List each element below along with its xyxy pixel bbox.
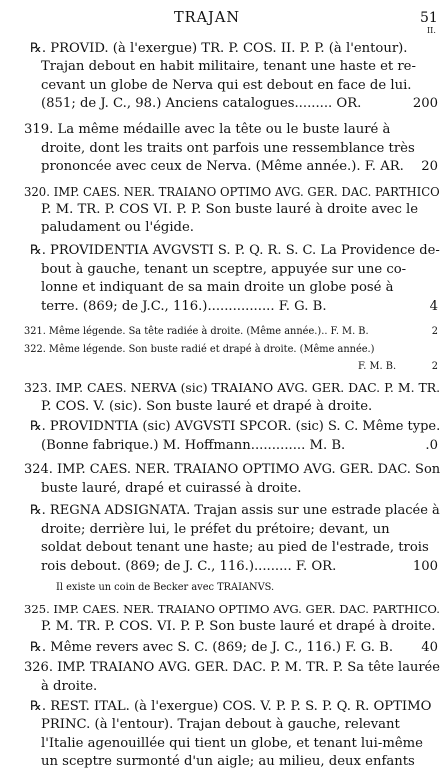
text-line [0,716,446,734]
line-text: F. M. B. [358,361,397,372]
price-value: 20 [421,159,438,174]
text-line [0,40,446,58]
price-value: 200 [412,96,438,111]
line-text: bout à gauche, tenant un sceptre, appuyée sur une co- [41,262,407,277]
line-text: droite; derrière lui, le préfet du prétoire; devant, un [41,522,390,537]
line-text: ℞. PROVID. (à l'exergue) TR. P. COS. II. P. P. (à l'entour). [30,41,408,56]
text-line [0,579,446,597]
text-line [0,600,446,618]
line-text: l'Italie agenouillée qui tient un globe, et tenant lui-même [41,736,423,751]
text-line [0,358,446,376]
text-line [0,521,446,539]
line-text: 321. Même légende. Sa tête radiée à droite. (Même année.).. F. M. B. [24,326,369,337]
line-text: ℞. REST. ITAL. (à l'exergue) COS. V. P. P. S. P. Q. R. OPTIMO [30,699,432,714]
text-line [0,558,446,576]
text-line [0,77,446,95]
text-line [0,261,446,279]
line-text: soldat debout tenant une haste; au pied de l'estrade, trois [41,540,429,555]
text-line [0,323,446,341]
line-text: cevant un globe de Nerva qui est debout en face de lui. [41,78,412,93]
line-text: paludament ou l'égide. [41,220,194,235]
line-text: 326. IMP. TRAIANO AVG. GER. DAC. P. M. TR. P. Sa tête laurée [24,660,440,675]
text-line [0,539,446,557]
text-line [0,341,446,359]
text-line [0,659,446,677]
text-line [0,298,446,316]
price-value: 40 [421,640,438,655]
text-line [0,461,446,479]
price-value: 2 [431,326,438,337]
line-text: droite, dont les traits ont parfois une ressemblance très [41,141,415,156]
text-line [0,618,446,636]
line-text: (Bonne fabrique.) M. Hoffmann............. M. B. [41,438,346,453]
line-text: ℞. PROVIDENTIA AVGVSTI S. P. Q. R. S. C. La Providence de- [30,243,440,258]
text-line [0,735,446,753]
text-line [0,639,446,657]
line-text: 320. IMP. CAES. NER. TRAIANO OPTIMO AVG. GER. DAC. PARTHICO [24,185,440,199]
line-text: buste lauré, drapé et cuirassé à droite. [41,481,302,496]
line-text: 324. IMP. CAES. NER. TRAIANO OPTIMO AVG. GER. DAC. Son [24,462,441,477]
text-line [0,140,446,158]
text-line [0,698,446,716]
text-line [0,95,446,113]
page-title: TRAJAN [174,10,241,26]
text-line [0,279,446,297]
text-line [0,201,446,219]
text-line [0,183,446,201]
price-value: 2 [431,361,438,372]
page-header [0,10,446,35]
line-text: ℞. REGNA ADSIGNATA. Trajan assis sur une estrade placée à [30,503,440,518]
text-line [0,121,446,139]
text-line [0,418,446,436]
line-text: PRINC. (à l'entour). Trajan debout à gauche, relevant [41,717,400,732]
line-text: rois debout. (869; de J. C., 116.)......... F. OR. [41,559,337,574]
line-text: Il existe un coin de Becker avec TRAIANVS. [56,582,275,593]
price-value: 4 [429,299,438,314]
text-line [0,678,446,696]
line-text: lonne et indiquant de sa main droite un globe posé à [41,280,394,295]
line-text: terre. (869; de J.C., 116.)................ F. G. B. [41,299,327,314]
line-text: P. M. TR. P. COS VI. P. P. Son buste lauré à droite avec le [41,202,419,217]
price-value: .0 [425,438,438,453]
text-line [0,502,446,520]
text-line [0,158,446,176]
line-text: à droite. [41,679,98,694]
page-number: 51 [420,10,438,26]
text-line [0,437,446,455]
line-text: prononcée avec ceux de Nerva. (Même année.). F. AR. [41,159,404,174]
line-text: 322. Même légende. Son buste radié et drapé à droite. (Même année.) [24,344,375,355]
text-line [0,480,446,498]
price-value: 100 [412,559,438,574]
line-text: un sceptre surmonté d'un aigle; au milieu, deux enfants [41,754,415,769]
line-text: 325. IMP. CAES. NER. TRAIANO OPTIMO AVG. GER. DAC. PARTHICO. [24,602,440,616]
line-text: P. COS. V. (sic). Son buste lauré et drapé à droite. [41,399,373,414]
text-line [0,753,446,771]
line-text: ℞. PROVIDNTIA (sic) AVGVSTI SPCOR. (sic) S. C. Même type. [30,419,441,434]
text-line [0,58,446,76]
text-line [0,379,446,397]
text-line [0,219,446,237]
line-text: (851; de J. C., 98.) Anciens catalogues......... OR. [41,96,362,111]
signature-mark: II. [427,26,436,35]
line-text: Trajan debout en habit militaire, tenant une haste et re- [41,59,416,74]
line-text: ℞. Même revers avec S. C. (869; de J. C., 116.) F. G. B. [30,640,394,655]
text-line [0,398,446,416]
line-text: 319. La même médaille avec la tête ou le buste lauré à [24,122,391,137]
line-text: P. M. TR. P. COS. VI. P. P. Son buste lauré et drapé à droite. [41,619,436,634]
line-text: 323. IMP. CAES. NERVA (sic) TRAIANO AVG. GER. DAC. P. M. TR. [24,380,441,395]
text-line [0,242,446,260]
